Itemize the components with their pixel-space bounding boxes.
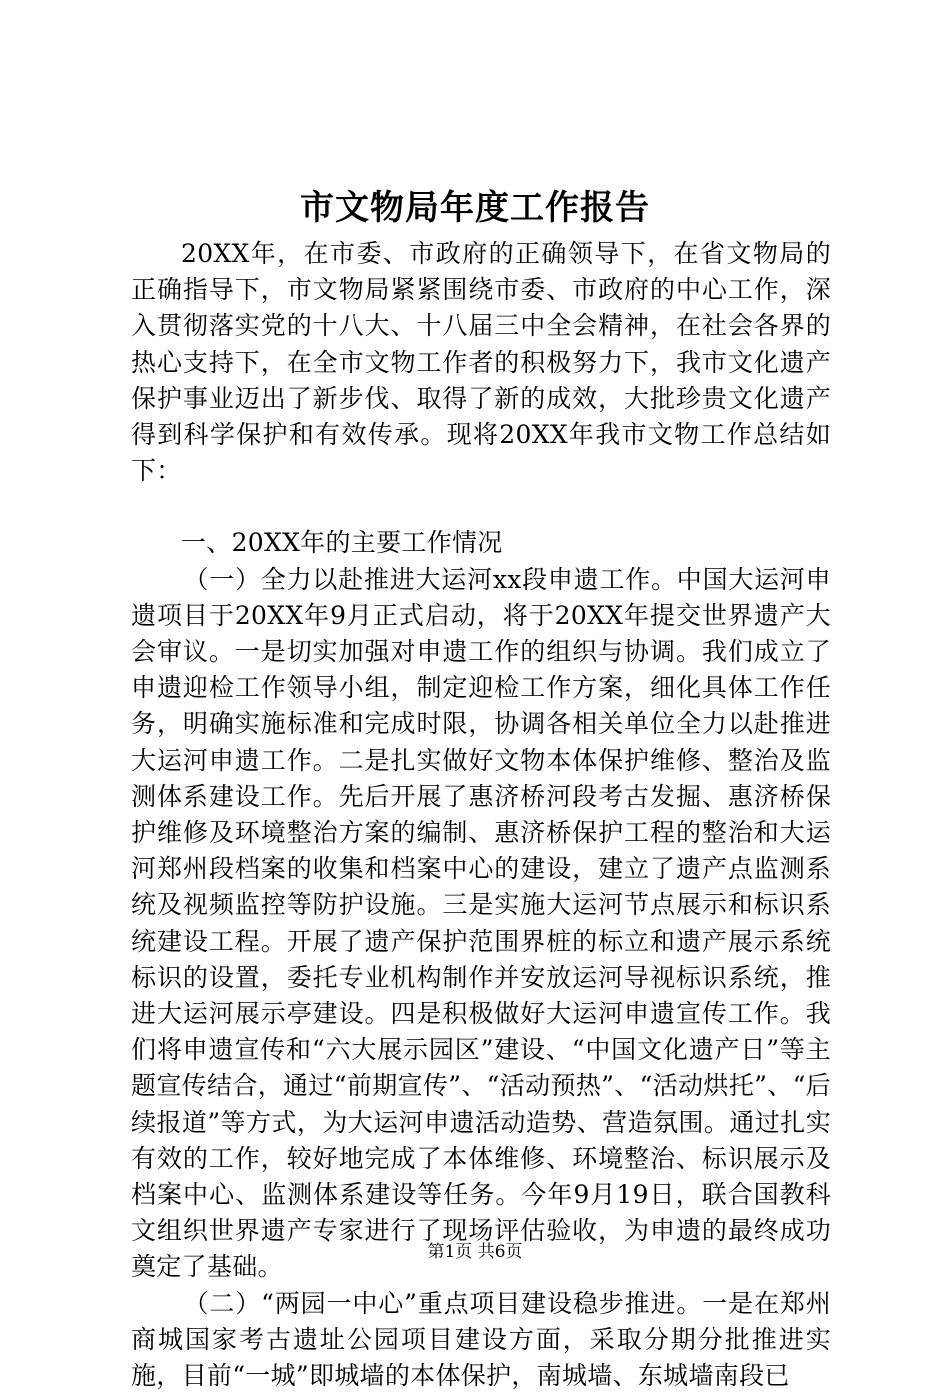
page-title: 市文物局年度工作报告	[300, 188, 650, 228]
body-paragraph-2: （二）“两园一中心”重点项目建设稳步推进。一是在郑州商城国家考古遗址公园项目建设方面，采取分期分批推进实施，目前“一城”即城墙的本体保护，南城墙、东城墙南段已	[131, 1288, 831, 1391]
section-heading: 一、20XX年的主要工作情况	[181, 528, 503, 558]
page-number: 第1页 共6页	[427, 1242, 523, 1262]
paragraph-spacer	[131, 489, 831, 525]
body-paragraph-1: （一）全力以赴推进大运河xx段申遗工作。中国大运河申遗项目于20XX年9月正式启动，将于20XX年提交世界遗产大会审议。一是切实加强对申遗工作的组织与协调。我们成立了申遗迎检工作领导小组，制定迎检工作方案，细化具体工作任务，明确实施标准和完成时限，协调各相关单位全力以赴推进大运河申遗工作。二是扎实做好文物本体保护维修、整治及监测体系建设工作。先后开展了惠济桥河段考古发掘、惠济桥保护维修及环境整治方案的编制、惠济桥保护工程的整治和大运河郑州段档案的收集和档案中心的建设，建立了遗产点监测系统及视频监控等防护设施。三是实施大运河节点展示和标识系统建设工程。开展了遗产保护范围界桩的标立和遗产展示系统标识的设置，委托专业机构制作并安放运河导视标识系统，推进大运河展示亭建设。四是积极做好大运河申遗宣传工作。我们将申遗宣传和“六大展示园区”建设、“中国文化遗产日”等主题宣传结合，通过“前期宣传”、“活动预热”、“活动烘托”、“后续报道”等方式，为大运河申遗活动造势、营造氛围。通过扎实有效的工作，较好地完成了本体维修、环境整治、标识展示及档案中心、监测体系建设等任务。今年9月19日，联合国教科文组织世界遗产专家进行了现场评估验收，为申遗的最终成功奠定了基础。	[131, 564, 831, 1282]
intro-paragraph: 20XX年，在市委、市政府的正确领导下，在省文物局的正确指导下，市文物局紧紧围绕市委、市政府的中心工作，深入贯彻落实党的十八大、十八届三中全会精神，在社会各界的热心支持下，在全市文物工作者的积极努力下，我市文化遗产保护事业迈出了新步伐、取得了新的成效，大批珍贵文化遗产得到科学保护和有效传承。现将20XX年我市文物工作总结如下：	[131, 239, 831, 486]
document-body	[131, 236, 831, 1394]
